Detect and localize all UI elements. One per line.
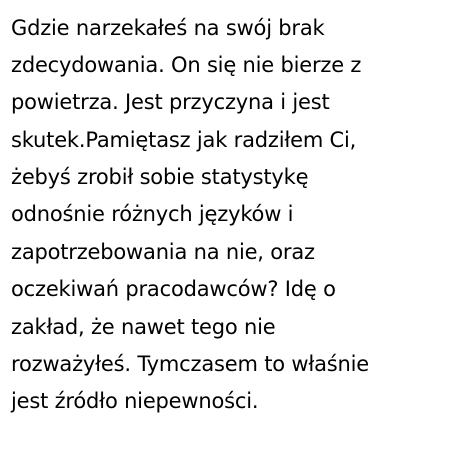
text-line-8: oczekiwań pracodawców? Idę o	[11, 277, 336, 301]
text-line-11: jest źródło niepewności.	[11, 389, 259, 413]
text-line-1: Gdzie narzekałeś na swój brak	[11, 16, 325, 40]
text-line-10: rozważyłeś. Tymczasem to właśnie	[11, 352, 369, 376]
text-line-5: żebyś zrobił sobie statystykę	[11, 165, 309, 189]
text-line-9: zakład, że nawet tego nie	[11, 315, 276, 339]
text-line-7: zapotrzebowania na nie, oraz	[11, 240, 315, 264]
text-line-2: zdecydowania. On się nie bierze z	[11, 53, 362, 77]
text-line-4: skutek.Pamiętasz jak radziłem Ci,	[11, 128, 357, 152]
text-line-6: odnośnie różnych języków i	[11, 202, 294, 226]
text-line-3: powietrza. Jest przyczyna i jest	[11, 90, 330, 114]
